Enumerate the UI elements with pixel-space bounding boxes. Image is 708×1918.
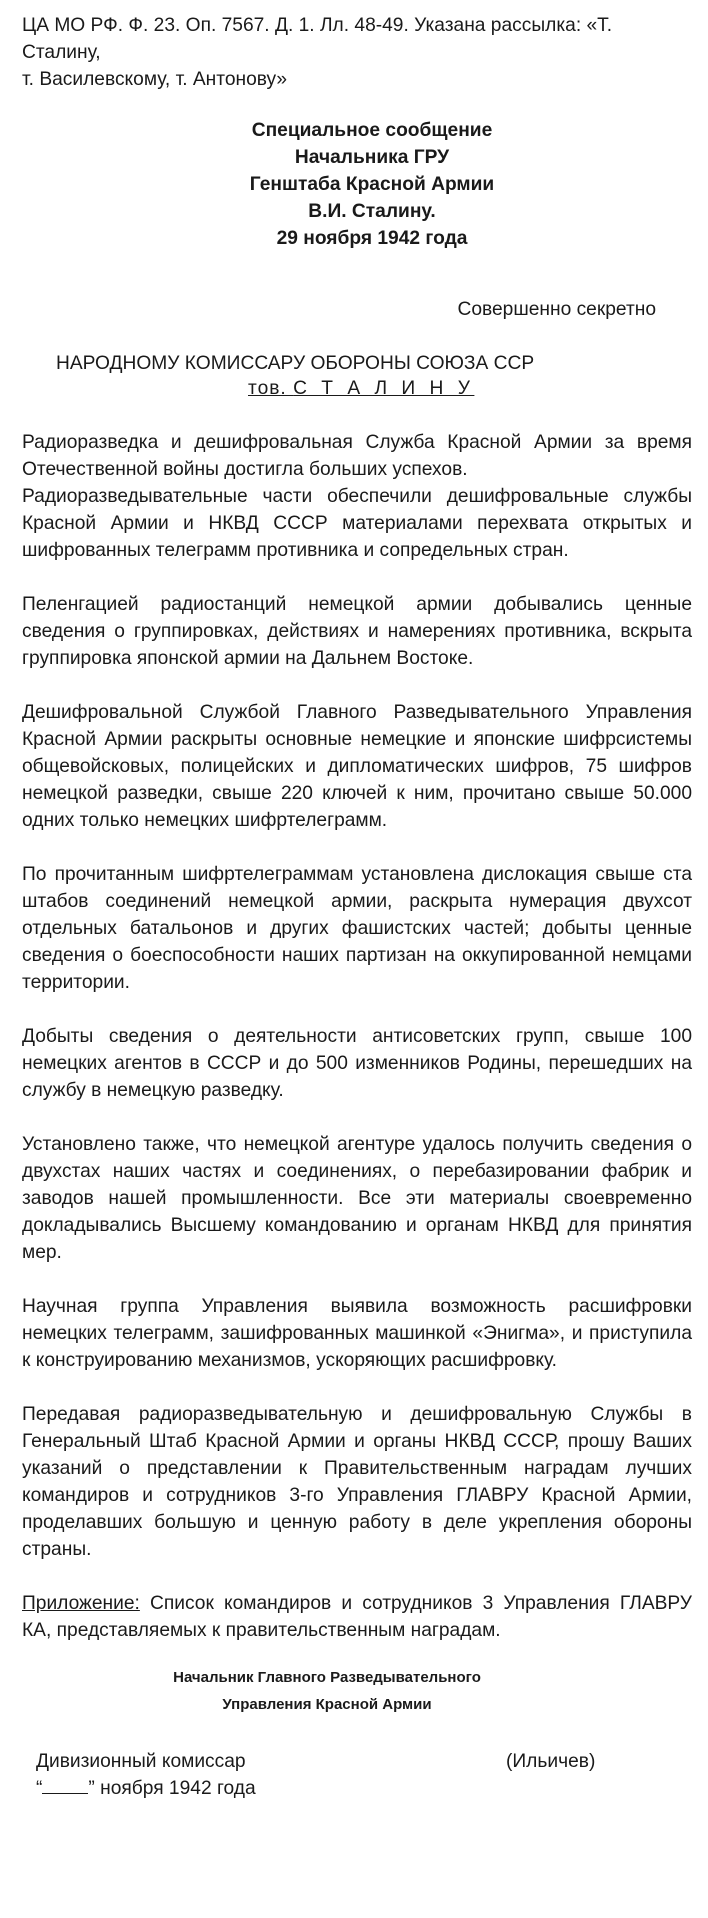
date-day-blank [42,1775,88,1794]
addressee-title: НАРОДНОМУ КОМИССАРУ ОБОРОНЫ СОЮЗА ССР [56,353,535,374]
archive-reference [22,12,692,93]
archive-reference-line-2: т. Василевскому, т. Антонову» [22,69,288,90]
addressee-name [56,376,692,401]
paragraph-3: Дешифровальной Службой Главного Разведывательного Управления Красной Армии раскрыты основные немецкие и японские шифрсистемы общевойсковых, полицейских и дипломатических шифров, 75 шифров немецкой разведки, свыше 220 ключей к ним, прочитано свыше 50.000 одних только немецких шифртелеграмм. [22,702,692,831]
appendix-note [22,1590,692,1644]
archive-reference-line-1: ЦА МО РФ. Ф. 23. Оп. 7567. Д. 1. Лл. 48-49. Указана рассылка: «Т. Сталину, [22,15,613,63]
document-body [22,429,692,1644]
header-line-4: В.И. Сталину. [308,201,436,222]
appendix-label: Приложение: [22,1593,140,1614]
addressee-prefix: тов. [248,378,294,399]
paragraph-1a: Радиоразведка и дешифровальная Служба Красной Армии за время Отечественной войны достигла больших успехов. [22,432,692,480]
paragraph-7: Научная группа Управления выявила возможность расшифровки немецких телеграмм, зашифрованных машинкой «Энигма», и приступила к конструированию механизмов, ускоряющих расшифровку. [22,1296,692,1371]
signature-title-line-2: Управления Красной Армии [222,1696,432,1713]
header-line-1: Специальное сообщение [251,120,493,141]
date-text: ноября 1942 года [94,1778,256,1799]
date-open-quote: “ [36,1778,43,1799]
classification-label: Совершенно секретно [457,299,656,320]
paragraph-8: Передавая радиоразведывательную и дешифровальную Службы в Генеральный Штаб Красной Армии и органы НКВД СССР, прошу Ваших указаний о представлении к Правительственным наградам лучших командиров и сотрудников 3-го Управления ГЛАВРУ Красной Армии, проделавших большую и ценную работу в деле укрепления обороны страны. [22,1404,692,1560]
addressee-surname: С Т А Л И Н У [293,378,475,399]
signer-rank: Дивизионный комиссар [36,1751,246,1772]
signature-row [22,1748,692,1775]
header-line-3: Генштаба Красной Армии [249,174,495,195]
addressee-block [22,351,692,401]
paragraph-6: Установлено также, что немецкой агентуре удалось получить сведения о двухстах наших частях и соединениях, о перебазировании фабрик и заводов нашей промышленности. Все эти материалы своевременно докладывались Высшему командованию и органам НКВД для принятия мер. [22,1134,692,1263]
document-header [22,117,692,252]
appendix-text: Список командиров и сотрудников 3 Управления ГЛАВРУ КА, представляемых к правительственным наградам. [22,1593,692,1641]
date-close-quote: ” [88,1778,95,1799]
document-page [22,12,692,1802]
signer-name: (Ильичев) [506,1751,596,1772]
signature-title-line-1: Начальник Главного Разведывательного [173,1669,481,1686]
signature-title [22,1664,692,1718]
paragraph-1b: Радиоразведывательные части обеспечили дешифровальные службы Красной Армии и НКВД СССР материалами перехвата открытых и шифрованных телеграмм противника и сопредельных стран. [22,486,692,561]
header-date: 29 ноября 1942 года [276,228,468,249]
header-line-2: Начальника ГРУ [294,147,450,168]
paragraph-4: По прочитанным шифртелеграммам установлена дислокация свыше ста штабов соединений немецкой армии, раскрыта нумерация двухсот отдельных батальонов и других фашистских частей; добыты ценные сведения о боеспособности наших партизан на оккупированной немцами территории. [22,864,692,993]
signature-date [22,1775,692,1802]
paragraph-5: Добыты сведения о деятельности антисоветских групп, свыше 100 немецких агентов в СССР и до 500 изменников Родины, перешедших на службу в немецкую разведку. [22,1026,692,1101]
paragraph-2: Пеленгацией радиостанций немецкой армии добывались ценные сведения о группировках, действиях и намерениях противника, вскрыта группировка японской армии на Дальнем Востоке. [22,594,692,669]
